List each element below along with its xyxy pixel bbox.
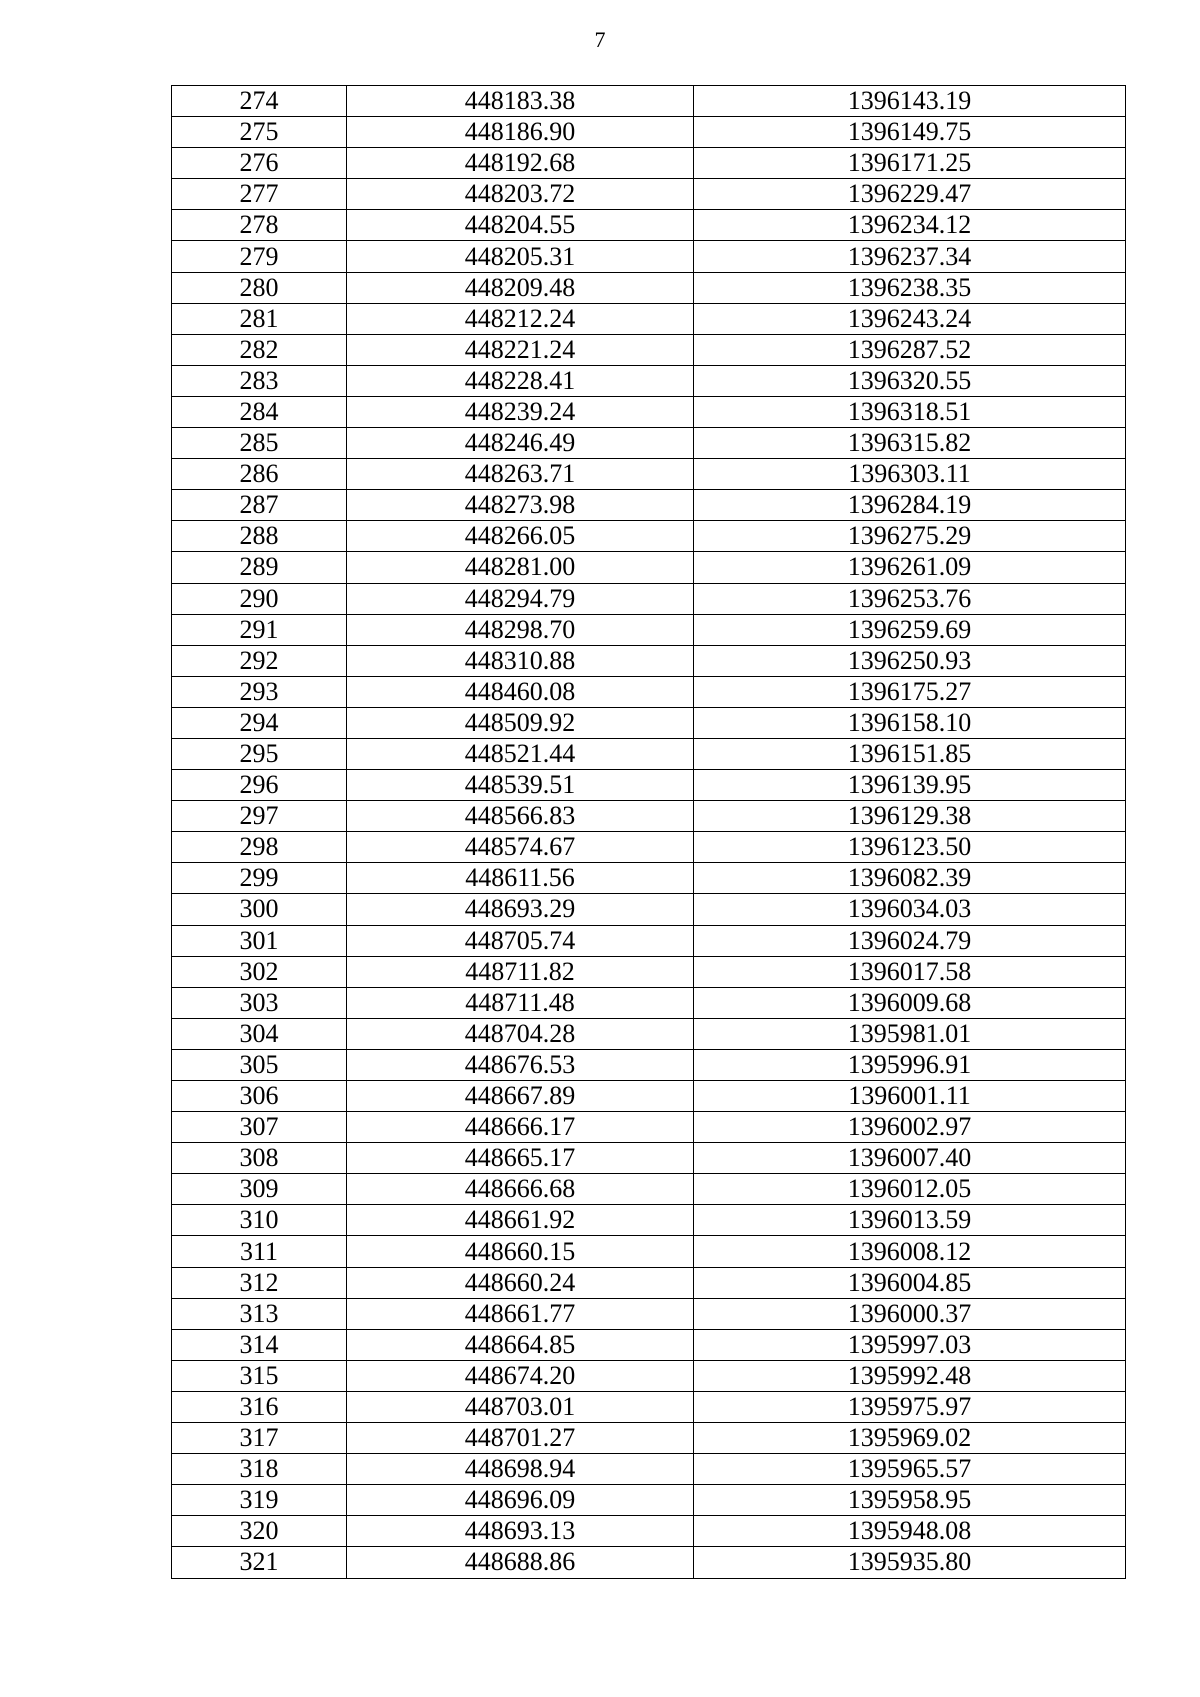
point-number-cell: 311 xyxy=(172,1236,347,1267)
y-coordinate-cell: 1395992.48 xyxy=(694,1360,1126,1391)
point-number-cell: 295 xyxy=(172,738,347,769)
y-coordinate-cell: 1396315.82 xyxy=(694,428,1126,459)
table-row xyxy=(172,1143,1126,1174)
table-row xyxy=(172,1205,1126,1236)
y-coordinate-cell: 1395981.01 xyxy=(694,1018,1126,1049)
point-number-cell: 303 xyxy=(172,987,347,1018)
y-coordinate-cell: 1395975.97 xyxy=(694,1391,1126,1422)
x-coordinate-cell: 448661.92 xyxy=(347,1205,694,1236)
table-row xyxy=(172,645,1126,676)
y-coordinate-cell: 1396318.51 xyxy=(694,396,1126,427)
table-row xyxy=(172,272,1126,303)
point-number-cell: 285 xyxy=(172,428,347,459)
x-coordinate-cell: 448310.88 xyxy=(347,645,694,676)
table-row xyxy=(172,1360,1126,1391)
point-number-cell: 292 xyxy=(172,645,347,676)
point-number-cell: 274 xyxy=(172,86,347,117)
point-number-cell: 299 xyxy=(172,863,347,894)
table-row xyxy=(172,1298,1126,1329)
y-coordinate-cell: 1396034.03 xyxy=(694,894,1126,925)
y-coordinate-cell: 1396234.12 xyxy=(694,210,1126,241)
y-coordinate-cell: 1396001.11 xyxy=(694,1081,1126,1112)
point-number-cell: 277 xyxy=(172,179,347,210)
y-coordinate-cell: 1395996.91 xyxy=(694,1049,1126,1080)
y-coordinate-cell: 1396000.37 xyxy=(694,1298,1126,1329)
table-row xyxy=(172,1454,1126,1485)
y-coordinate-cell: 1396151.85 xyxy=(694,738,1126,769)
x-coordinate-cell: 448183.38 xyxy=(347,86,694,117)
y-coordinate-cell: 1396303.11 xyxy=(694,459,1126,490)
x-coordinate-cell: 448266.05 xyxy=(347,521,694,552)
x-coordinate-cell: 448574.67 xyxy=(347,832,694,863)
x-coordinate-cell: 448698.94 xyxy=(347,1454,694,1485)
table-row xyxy=(172,1081,1126,1112)
x-coordinate-cell: 448703.01 xyxy=(347,1391,694,1422)
coordinates-table-body xyxy=(172,86,1126,1579)
point-number-cell: 320 xyxy=(172,1516,347,1547)
x-coordinate-cell: 448460.08 xyxy=(347,676,694,707)
table-row xyxy=(172,521,1126,552)
x-coordinate-cell: 448611.56 xyxy=(347,863,694,894)
y-coordinate-cell: 1396002.97 xyxy=(694,1112,1126,1143)
point-number-cell: 287 xyxy=(172,490,347,521)
point-number-cell: 310 xyxy=(172,1205,347,1236)
x-coordinate-cell: 448273.98 xyxy=(347,490,694,521)
point-number-cell: 307 xyxy=(172,1112,347,1143)
x-coordinate-cell: 448246.49 xyxy=(347,428,694,459)
x-coordinate-cell: 448711.82 xyxy=(347,956,694,987)
y-coordinate-cell: 1396259.69 xyxy=(694,614,1126,645)
table-row xyxy=(172,490,1126,521)
y-coordinate-cell: 1396253.76 xyxy=(694,583,1126,614)
point-number-cell: 317 xyxy=(172,1423,347,1454)
point-number-cell: 283 xyxy=(172,365,347,396)
table-row xyxy=(172,987,1126,1018)
x-coordinate-cell: 448263.71 xyxy=(347,459,694,490)
x-coordinate-cell: 448705.74 xyxy=(347,925,694,956)
table-row xyxy=(172,148,1126,179)
point-number-cell: 294 xyxy=(172,707,347,738)
point-number-cell: 296 xyxy=(172,770,347,801)
y-coordinate-cell: 1396024.79 xyxy=(694,925,1126,956)
y-coordinate-cell: 1396007.40 xyxy=(694,1143,1126,1174)
table-row xyxy=(172,396,1126,427)
table-row xyxy=(172,117,1126,148)
y-coordinate-cell: 1396238.35 xyxy=(694,272,1126,303)
point-number-cell: 314 xyxy=(172,1329,347,1360)
table-row xyxy=(172,1547,1126,1578)
point-number-cell: 275 xyxy=(172,117,347,148)
x-coordinate-cell: 448209.48 xyxy=(347,272,694,303)
table-row xyxy=(172,303,1126,334)
table-row xyxy=(172,179,1126,210)
page-number: 7 xyxy=(594,27,606,52)
table-row xyxy=(172,801,1126,832)
x-coordinate-cell: 448676.53 xyxy=(347,1049,694,1080)
x-coordinate-cell: 448666.68 xyxy=(347,1174,694,1205)
x-coordinate-cell: 448294.79 xyxy=(347,583,694,614)
table-row xyxy=(172,770,1126,801)
x-coordinate-cell: 448203.72 xyxy=(347,179,694,210)
table-row xyxy=(172,956,1126,987)
y-coordinate-cell: 1395969.02 xyxy=(694,1423,1126,1454)
x-coordinate-cell: 448711.48 xyxy=(347,987,694,1018)
y-coordinate-cell: 1396250.93 xyxy=(694,645,1126,676)
y-coordinate-cell: 1396013.59 xyxy=(694,1205,1126,1236)
x-coordinate-cell: 448298.70 xyxy=(347,614,694,645)
table-row xyxy=(172,583,1126,614)
point-number-cell: 280 xyxy=(172,272,347,303)
table-row xyxy=(172,552,1126,583)
table-row xyxy=(172,707,1126,738)
point-number-cell: 309 xyxy=(172,1174,347,1205)
point-number-cell: 276 xyxy=(172,148,347,179)
x-coordinate-cell: 448665.17 xyxy=(347,1143,694,1174)
y-coordinate-cell: 1396082.39 xyxy=(694,863,1126,894)
point-number-cell: 315 xyxy=(172,1360,347,1391)
y-coordinate-cell: 1396129.38 xyxy=(694,801,1126,832)
x-coordinate-cell: 448239.24 xyxy=(347,396,694,427)
x-coordinate-cell: 448674.20 xyxy=(347,1360,694,1391)
point-number-cell: 321 xyxy=(172,1547,347,1578)
table-row xyxy=(172,1516,1126,1547)
point-number-cell: 308 xyxy=(172,1143,347,1174)
x-coordinate-cell: 448696.09 xyxy=(347,1485,694,1516)
y-coordinate-cell: 1396017.58 xyxy=(694,956,1126,987)
point-number-cell: 281 xyxy=(172,303,347,334)
table-row xyxy=(172,1174,1126,1205)
x-coordinate-cell: 448539.51 xyxy=(347,770,694,801)
table-row xyxy=(172,428,1126,459)
point-number-cell: 288 xyxy=(172,521,347,552)
y-coordinate-cell: 1396158.10 xyxy=(694,707,1126,738)
point-number-cell: 286 xyxy=(172,459,347,490)
point-number-cell: 298 xyxy=(172,832,347,863)
table-row xyxy=(172,1391,1126,1422)
point-number-cell: 290 xyxy=(172,583,347,614)
x-coordinate-cell: 448701.27 xyxy=(347,1423,694,1454)
y-coordinate-cell: 1396004.85 xyxy=(694,1267,1126,1298)
point-number-cell: 300 xyxy=(172,894,347,925)
point-number-cell: 313 xyxy=(172,1298,347,1329)
table-row xyxy=(172,614,1126,645)
table-row xyxy=(172,1049,1126,1080)
x-coordinate-cell: 448521.44 xyxy=(347,738,694,769)
point-number-cell: 312 xyxy=(172,1267,347,1298)
point-number-cell: 289 xyxy=(172,552,347,583)
x-coordinate-cell: 448704.28 xyxy=(347,1018,694,1049)
point-number-cell: 304 xyxy=(172,1018,347,1049)
point-number-cell: 306 xyxy=(172,1081,347,1112)
table-row xyxy=(172,365,1126,396)
table-row xyxy=(172,1423,1126,1454)
table-row xyxy=(172,894,1126,925)
x-coordinate-cell: 448228.41 xyxy=(347,365,694,396)
y-coordinate-cell: 1396012.05 xyxy=(694,1174,1126,1205)
table-row xyxy=(172,1236,1126,1267)
x-coordinate-cell: 448666.17 xyxy=(347,1112,694,1143)
x-coordinate-cell: 448212.24 xyxy=(347,303,694,334)
point-number-cell: 282 xyxy=(172,334,347,365)
table-row xyxy=(172,1329,1126,1360)
table-row xyxy=(172,241,1126,272)
point-number-cell: 293 xyxy=(172,676,347,707)
x-coordinate-cell: 448186.90 xyxy=(347,117,694,148)
y-coordinate-cell: 1396123.50 xyxy=(694,832,1126,863)
point-number-cell: 319 xyxy=(172,1485,347,1516)
y-coordinate-cell: 1396139.95 xyxy=(694,770,1126,801)
table-row xyxy=(172,459,1126,490)
x-coordinate-cell: 448661.77 xyxy=(347,1298,694,1329)
table-row xyxy=(172,925,1126,956)
point-number-cell: 301 xyxy=(172,925,347,956)
table-row xyxy=(172,334,1126,365)
y-coordinate-cell: 1396287.52 xyxy=(694,334,1126,365)
table-row xyxy=(172,86,1126,117)
table-row xyxy=(172,676,1126,707)
x-coordinate-cell: 448566.83 xyxy=(347,801,694,832)
x-coordinate-cell: 448667.89 xyxy=(347,1081,694,1112)
y-coordinate-cell: 1395948.08 xyxy=(694,1516,1126,1547)
y-coordinate-cell: 1395958.95 xyxy=(694,1485,1126,1516)
table-row xyxy=(172,1267,1126,1298)
y-coordinate-cell: 1396261.09 xyxy=(694,552,1126,583)
table-row xyxy=(172,1018,1126,1049)
y-coordinate-cell: 1395997.03 xyxy=(694,1329,1126,1360)
x-coordinate-cell: 448664.85 xyxy=(347,1329,694,1360)
x-coordinate-cell: 448688.86 xyxy=(347,1547,694,1578)
x-coordinate-cell: 448221.24 xyxy=(347,334,694,365)
y-coordinate-cell: 1396175.27 xyxy=(694,676,1126,707)
y-coordinate-cell: 1396143.19 xyxy=(694,86,1126,117)
y-coordinate-cell: 1396284.19 xyxy=(694,490,1126,521)
point-number-cell: 278 xyxy=(172,210,347,241)
y-coordinate-cell: 1395965.57 xyxy=(694,1454,1126,1485)
x-coordinate-cell: 448509.92 xyxy=(347,707,694,738)
x-coordinate-cell: 448205.31 xyxy=(347,241,694,272)
table-row xyxy=(172,863,1126,894)
y-coordinate-cell: 1395935.80 xyxy=(694,1547,1126,1578)
coordinates-table xyxy=(171,85,1126,1579)
y-coordinate-cell: 1396275.29 xyxy=(694,521,1126,552)
x-coordinate-cell: 448281.00 xyxy=(347,552,694,583)
x-coordinate-cell: 448693.29 xyxy=(347,894,694,925)
table-row xyxy=(172,1112,1126,1143)
point-number-cell: 297 xyxy=(172,801,347,832)
x-coordinate-cell: 448660.24 xyxy=(347,1267,694,1298)
point-number-cell: 291 xyxy=(172,614,347,645)
y-coordinate-cell: 1396009.68 xyxy=(694,987,1126,1018)
point-number-cell: 318 xyxy=(172,1454,347,1485)
table-row xyxy=(172,210,1126,241)
table-row xyxy=(172,1485,1126,1516)
y-coordinate-cell: 1396320.55 xyxy=(694,365,1126,396)
point-number-cell: 305 xyxy=(172,1049,347,1080)
point-number-cell: 316 xyxy=(172,1391,347,1422)
point-number-cell: 279 xyxy=(172,241,347,272)
x-coordinate-cell: 448660.15 xyxy=(347,1236,694,1267)
point-number-cell: 302 xyxy=(172,956,347,987)
y-coordinate-cell: 1396008.12 xyxy=(694,1236,1126,1267)
y-coordinate-cell: 1396171.25 xyxy=(694,148,1126,179)
table-row xyxy=(172,832,1126,863)
y-coordinate-cell: 1396237.34 xyxy=(694,241,1126,272)
x-coordinate-cell: 448192.68 xyxy=(347,148,694,179)
y-coordinate-cell: 1396243.24 xyxy=(694,303,1126,334)
y-coordinate-cell: 1396229.47 xyxy=(694,179,1126,210)
y-coordinate-cell: 1396149.75 xyxy=(694,117,1126,148)
point-number-cell: 284 xyxy=(172,396,347,427)
x-coordinate-cell: 448693.13 xyxy=(347,1516,694,1547)
x-coordinate-cell: 448204.55 xyxy=(347,210,694,241)
table-row xyxy=(172,738,1126,769)
